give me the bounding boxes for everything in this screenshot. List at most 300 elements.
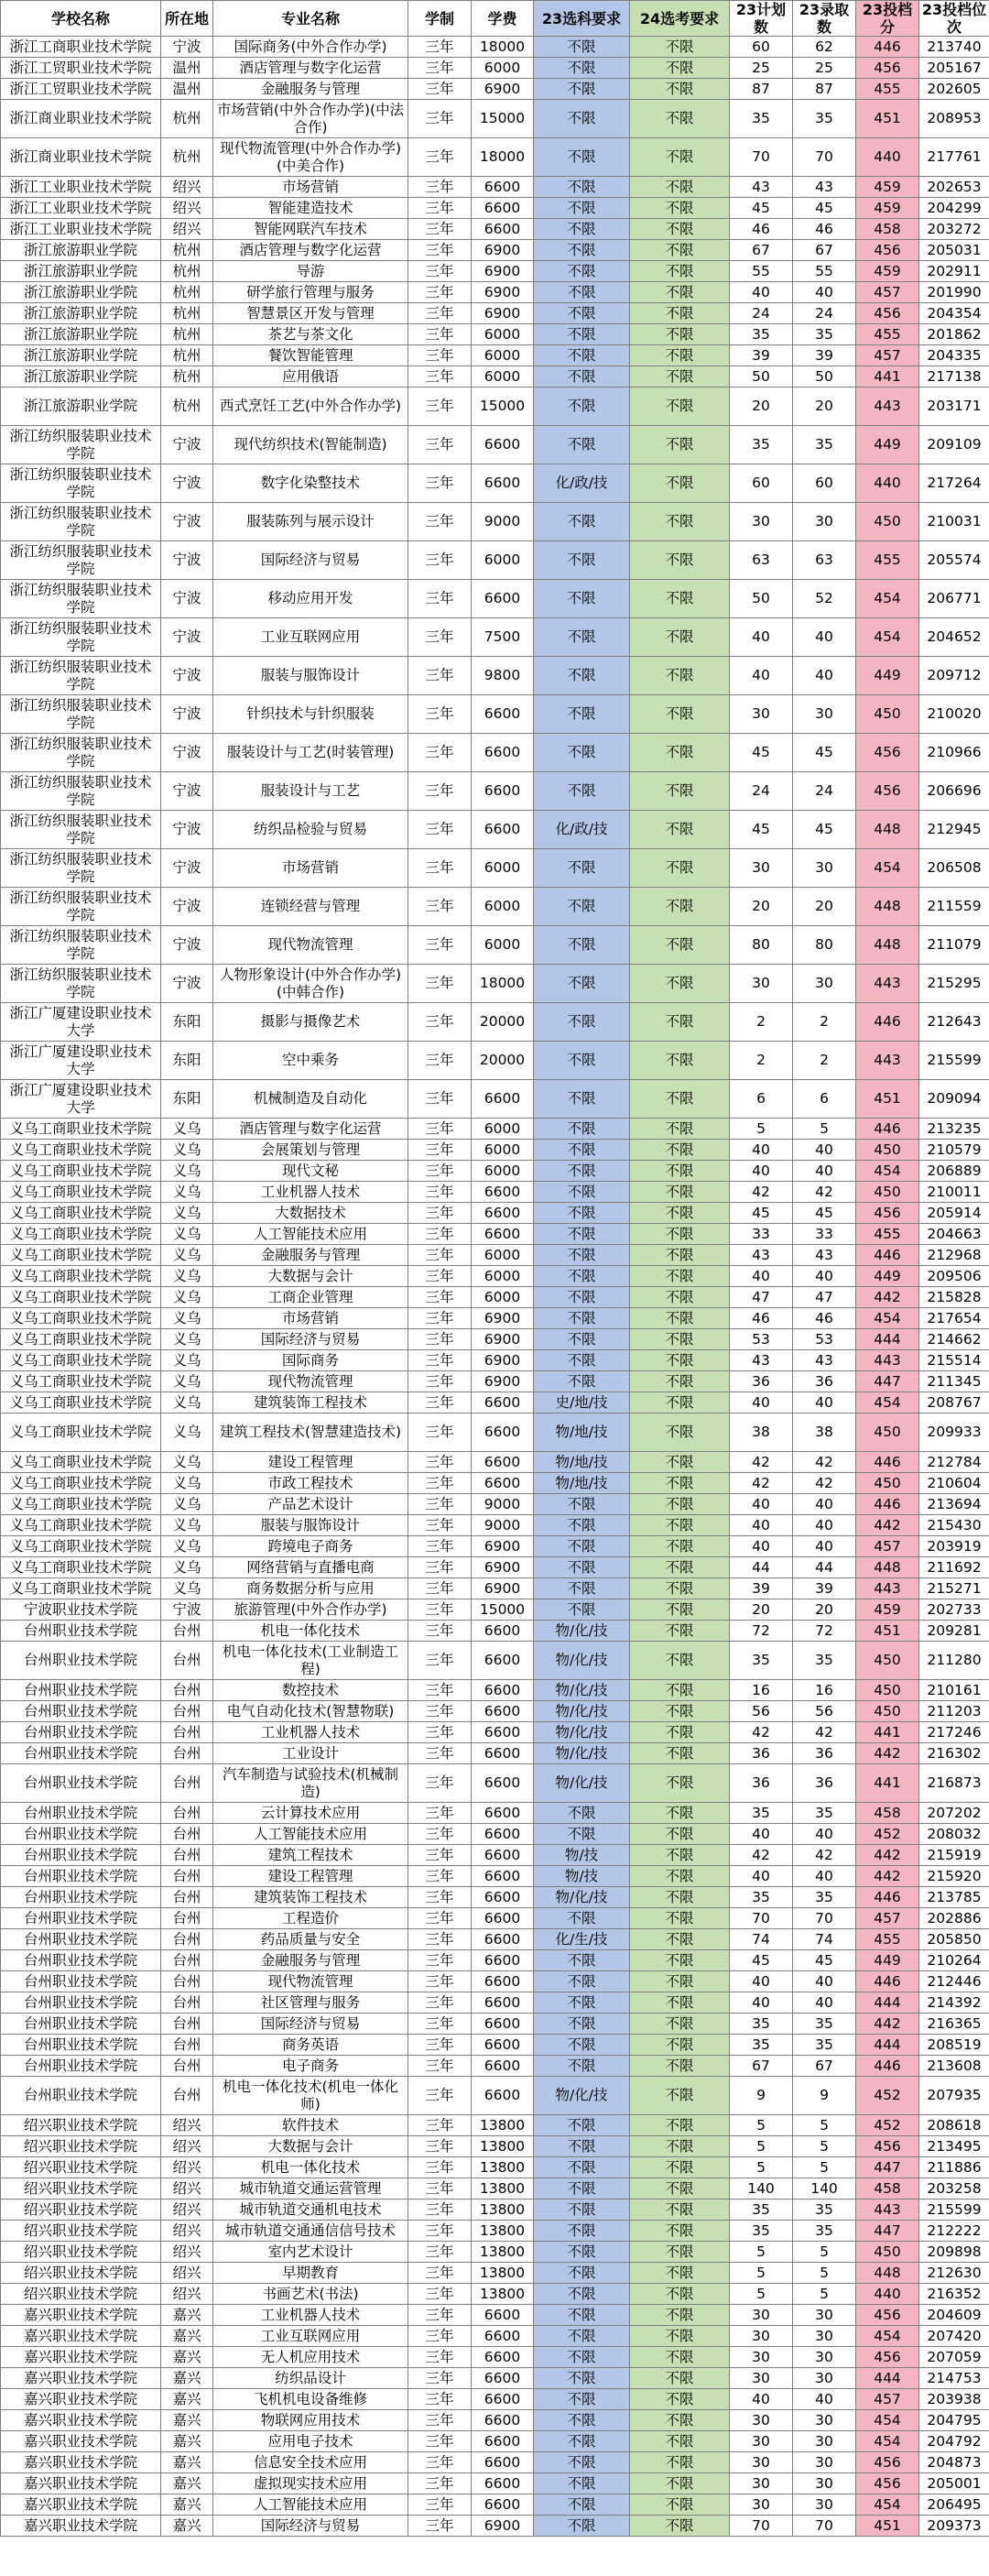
cell-plan: 72	[730, 1621, 793, 1642]
cell-score: 459	[856, 198, 919, 219]
cell-req24: 不限	[630, 1161, 730, 1182]
cell-admitted: 35	[793, 2199, 856, 2221]
cell-score: 449	[856, 426, 919, 464]
cell-admitted: 24	[793, 772, 856, 811]
cell-req24: 不限	[630, 2077, 730, 2115]
cell-req24: 不限	[630, 1536, 730, 1557]
cell-school: 义乌工商职业技术学院	[1, 1371, 161, 1392]
cell-rank: 209506	[919, 1266, 989, 1287]
cell-req23: 不限	[534, 2199, 630, 2221]
cell-req23: 史/地/技	[534, 1392, 630, 1414]
cell-req23: 不限	[534, 1350, 630, 1371]
cell-duration: 三年	[408, 1722, 472, 1743]
cell-city: 台州	[161, 1642, 213, 1680]
cell-score: 457	[856, 2389, 919, 2410]
cell-duration: 三年	[408, 1536, 472, 1557]
cell-score: 450	[856, 1414, 919, 1452]
cell-score: 454	[856, 2410, 919, 2431]
cell-req24: 不限	[630, 1887, 730, 1908]
table-row	[1, 2516, 989, 2537]
cell-duration: 三年	[408, 1971, 472, 1992]
cell-duration: 三年	[408, 138, 472, 177]
cell-score: 440	[856, 464, 919, 503]
table-row	[1, 1161, 989, 1182]
cell-major: 旅游管理(中外合作办学)	[213, 1599, 408, 1621]
cell-major: 服装设计与工艺(时装管理)	[213, 734, 408, 772]
cell-city: 杭州	[161, 345, 213, 366]
cell-score: 450	[856, 1473, 919, 1494]
cell-tuition: 6600	[472, 198, 534, 219]
cell-req23: 物/化/技	[534, 1722, 630, 1743]
cell-req23: 化/政/技	[534, 811, 630, 849]
cell-req24: 不限	[630, 1557, 730, 1578]
table-row	[1, 1578, 989, 1599]
cell-school: 台州职业技术学院	[1, 1866, 161, 1887]
table-row	[1, 1080, 989, 1119]
cell-city: 台州	[161, 1701, 213, 1722]
cell-city: 义乌	[161, 1452, 213, 1473]
cell-city: 宁波	[161, 657, 213, 695]
table-row	[1, 1414, 989, 1452]
cell-plan: 36	[730, 1743, 793, 1764]
cell-duration: 三年	[408, 1929, 472, 1950]
cell-major: 国际经济与贸易	[213, 2014, 408, 2035]
cell-plan: 5	[730, 2284, 793, 2305]
cell-admitted: 80	[793, 926, 856, 965]
cell-duration: 三年	[408, 1140, 472, 1161]
cell-duration: 三年	[408, 1414, 472, 1452]
cell-plan: 43	[730, 1350, 793, 1371]
cell-major: 摄影与摄像艺术	[213, 1003, 408, 1042]
cell-plan: 40	[730, 1866, 793, 1887]
cell-rank: 209109	[919, 426, 989, 464]
cell-major: 工业机器人技术	[213, 2305, 408, 2326]
cell-admitted: 42	[793, 1722, 856, 1743]
cell-major: 金融服务与管理	[213, 79, 408, 100]
table-row	[1, 426, 989, 464]
cell-tuition: 6600	[472, 426, 534, 464]
cell-req23: 化/政/技	[534, 464, 630, 503]
cell-school: 义乌工商职业技术学院	[1, 1161, 161, 1182]
cell-rank: 204354	[919, 303, 989, 324]
cell-school: 台州职业技术学院	[1, 2014, 161, 2035]
cell-plan: 35	[730, 1803, 793, 1824]
cell-rank: 210604	[919, 1473, 989, 1494]
cell-tuition: 6600	[472, 1845, 534, 1866]
cell-admitted: 60	[793, 464, 856, 503]
cell-city: 嘉兴	[161, 2389, 213, 2410]
cell-school: 嘉兴职业技术学院	[1, 2494, 161, 2516]
cell-school: 绍兴职业技术学院	[1, 2115, 161, 2136]
table-row	[1, 1473, 989, 1494]
cell-score: 444	[856, 1329, 919, 1350]
cell-score: 458	[856, 2178, 919, 2199]
table-row	[1, 2326, 989, 2347]
cell-school: 浙江旅游职业学院	[1, 387, 161, 426]
cell-school: 浙江纺织服装职业技术学院	[1, 580, 161, 618]
cell-req24: 不限	[630, 2157, 730, 2178]
cell-plan: 80	[730, 926, 793, 965]
cell-plan: 6	[730, 1080, 793, 1119]
cell-duration: 三年	[408, 2431, 472, 2452]
cell-score: 440	[856, 138, 919, 177]
cell-admitted: 56	[793, 1701, 856, 1722]
cell-major: 云计算技术应用	[213, 1803, 408, 1824]
cell-rank: 207935	[919, 2077, 989, 2115]
cell-tuition: 6600	[472, 580, 534, 618]
cell-city: 宁波	[161, 464, 213, 503]
table-row	[1, 37, 989, 58]
cell-admitted: 40	[793, 282, 856, 303]
cell-rank: 206771	[919, 580, 989, 618]
cell-major: 建设工程管理	[213, 1866, 408, 1887]
cell-city: 义乌	[161, 1414, 213, 1452]
cell-req24: 不限	[630, 2305, 730, 2326]
cell-req23: 不限	[534, 1119, 630, 1140]
cell-school: 浙江工商职业技术学院	[1, 37, 161, 58]
cell-rank: 213785	[919, 1887, 989, 1908]
cell-city: 宁波	[161, 965, 213, 1003]
cell-major: 现代物流管理	[213, 1371, 408, 1392]
table-row	[1, 734, 989, 772]
cell-city: 台州	[161, 1722, 213, 1743]
cell-req24: 不限	[630, 541, 730, 580]
cell-admitted: 40	[793, 1536, 856, 1557]
cell-tuition: 6600	[472, 1203, 534, 1224]
table-row	[1, 1701, 989, 1722]
cell-req23: 不限	[534, 426, 630, 464]
cell-duration: 三年	[408, 2178, 472, 2199]
cell-city: 宁波	[161, 503, 213, 541]
cell-admitted: 43	[793, 1350, 856, 1371]
cell-tuition: 6000	[472, 1161, 534, 1182]
cell-school: 嘉兴职业技术学院	[1, 2389, 161, 2410]
cell-rank: 211203	[919, 1701, 989, 1722]
cell-major: 早期教育	[213, 2263, 408, 2284]
cell-score: 452	[856, 2077, 919, 2115]
cell-plan: 53	[730, 1329, 793, 1350]
cell-admitted: 20	[793, 888, 856, 926]
cell-major: 研学旅行管理与服务	[213, 282, 408, 303]
cell-admitted: 40	[793, 1161, 856, 1182]
cell-req23: 不限	[534, 1042, 630, 1080]
cell-score: 444	[856, 2368, 919, 2389]
cell-req23: 不限	[534, 1245, 630, 1266]
cell-score: 450	[856, 1701, 919, 1722]
cell-rank: 206889	[919, 1161, 989, 1182]
cell-req24: 不限	[630, 2452, 730, 2473]
cell-school: 嘉兴职业技术学院	[1, 2473, 161, 2494]
table-row	[1, 1950, 989, 1971]
cell-school: 绍兴职业技术学院	[1, 2263, 161, 2284]
cell-admitted: 50	[793, 366, 856, 387]
cell-plan: 44	[730, 1557, 793, 1578]
cell-rank: 203938	[919, 2389, 989, 2410]
cell-admitted: 38	[793, 1414, 856, 1452]
cell-school: 台州职业技术学院	[1, 1764, 161, 1803]
cell-school: 浙江旅游职业学院	[1, 261, 161, 282]
cell-rank: 204609	[919, 2305, 989, 2326]
cell-duration: 三年	[408, 503, 472, 541]
cell-major: 国际商务	[213, 1350, 408, 1371]
cell-city: 杭州	[161, 240, 213, 261]
cell-req23: 不限	[534, 219, 630, 240]
cell-score: 443	[856, 1042, 919, 1080]
cell-school: 义乌工商职业技术学院	[1, 1308, 161, 1329]
cell-major: 药品质量与安全	[213, 1929, 408, 1950]
cell-duration: 三年	[408, 618, 472, 657]
cell-score: 452	[856, 2115, 919, 2136]
cell-major: 汽车制造与试验技术(机械制造)	[213, 1764, 408, 1803]
cell-major: 茶艺与茶文化	[213, 324, 408, 345]
cell-tuition: 6900	[472, 1308, 534, 1329]
cell-tuition: 6600	[472, 1908, 534, 1929]
cell-score: 454	[856, 2326, 919, 2347]
cell-tuition: 6600	[472, 1392, 534, 1414]
cell-city: 台州	[161, 2014, 213, 2035]
cell-score: 451	[856, 2516, 919, 2537]
cell-duration: 三年	[408, 1287, 472, 1308]
cell-plan: 9	[730, 2077, 793, 2115]
cell-req23: 物/化/技	[534, 1701, 630, 1722]
cell-req23: 不限	[534, 1557, 630, 1578]
cell-school: 义乌工商职业技术学院	[1, 1119, 161, 1140]
cell-major: 服装与服饰设计	[213, 657, 408, 695]
cell-admitted: 5	[793, 2284, 856, 2305]
cell-req24: 不限	[630, 1743, 730, 1764]
cell-city: 宁波	[161, 811, 213, 849]
cell-major: 工业设计	[213, 1743, 408, 1764]
cell-city: 义乌	[161, 1245, 213, 1266]
cell-city: 台州	[161, 1621, 213, 1642]
table-row	[1, 1992, 989, 2014]
cell-admitted: 2	[793, 1003, 856, 1042]
cell-req24: 不限	[630, 1473, 730, 1494]
cell-req24: 不限	[630, 1803, 730, 1824]
table-row	[1, 1003, 989, 1042]
cell-major: 现代物流管理(中外合作办学)(中美合作)	[213, 138, 408, 177]
cell-rank: 213740	[919, 37, 989, 58]
cell-major: 数控技术	[213, 1680, 408, 1701]
cell-score: 450	[856, 1182, 919, 1203]
cell-req23: 不限	[534, 1080, 630, 1119]
cell-major: 机电一体化技术(机电一体化师)	[213, 2077, 408, 2115]
cell-plan: 40	[730, 1392, 793, 1414]
cell-major: 服装陈列与展示设计	[213, 503, 408, 541]
cell-city: 台州	[161, 1887, 213, 1908]
cell-req23: 不限	[534, 1140, 630, 1161]
cell-admitted: 20	[793, 1599, 856, 1621]
cell-score: 450	[856, 1642, 919, 1680]
cell-rank: 215514	[919, 1350, 989, 1371]
cell-tuition: 13800	[472, 2199, 534, 2221]
cell-school: 台州职业技术学院	[1, 1722, 161, 1743]
cell-plan: 63	[730, 541, 793, 580]
cell-school: 嘉兴职业技术学院	[1, 2516, 161, 2537]
table-row	[1, 177, 989, 198]
cell-rank: 212968	[919, 1245, 989, 1266]
cell-rank: 215599	[919, 1042, 989, 1080]
cell-tuition: 13800	[472, 2115, 534, 2136]
cell-plan: 45	[730, 811, 793, 849]
cell-req24: 不限	[630, 657, 730, 695]
cell-duration: 三年	[408, 426, 472, 464]
cell-rank: 204795	[919, 2410, 989, 2431]
table-row	[1, 79, 989, 100]
cell-major: 软件技术	[213, 2115, 408, 2136]
cell-school: 义乌工商职业技术学院	[1, 1392, 161, 1414]
cell-duration: 三年	[408, 1452, 472, 1473]
cell-major: 人工智能技术应用	[213, 1824, 408, 1845]
cell-duration: 三年	[408, 2516, 472, 2537]
cell-req23: 不限	[534, 1578, 630, 1599]
cell-major: 建筑装饰工程技术	[213, 1887, 408, 1908]
cell-major: 产品艺术设计	[213, 1494, 408, 1515]
cell-city: 宁波	[161, 580, 213, 618]
table-row	[1, 198, 989, 219]
cell-admitted: 63	[793, 541, 856, 580]
cell-score: 454	[856, 849, 919, 888]
cell-plan: 20	[730, 888, 793, 926]
cell-city: 绍兴	[161, 2221, 213, 2242]
cell-school: 浙江纺织服装职业技术学院	[1, 618, 161, 657]
cell-duration: 三年	[408, 1371, 472, 1392]
cell-duration: 三年	[408, 366, 472, 387]
cell-major: 智能网联汽车技术	[213, 219, 408, 240]
cell-admitted: 35	[793, 2221, 856, 2242]
cell-city: 宁波	[161, 849, 213, 888]
cell-major: 酒店管理与数字化运营	[213, 1119, 408, 1140]
cell-score: 441	[856, 366, 919, 387]
cell-school: 台州职业技术学院	[1, 1621, 161, 1642]
cell-tuition: 7500	[472, 618, 534, 657]
cell-city: 绍兴	[161, 177, 213, 198]
cell-plan: 40	[730, 1140, 793, 1161]
cell-rank: 204663	[919, 1224, 989, 1245]
cell-tuition: 6900	[472, 1329, 534, 1350]
cell-school: 嘉兴职业技术学院	[1, 2431, 161, 2452]
table-row	[1, 1764, 989, 1803]
table-row	[1, 1042, 989, 1080]
cell-tuition: 6600	[472, 1929, 534, 1950]
cell-rank: 207202	[919, 1803, 989, 1824]
cell-rank: 213235	[919, 1119, 989, 1140]
cell-req23: 不限	[534, 2516, 630, 2537]
cell-school: 义乌工商职业技术学院	[1, 1494, 161, 1515]
cell-rank: 208618	[919, 2115, 989, 2136]
cell-score: 443	[856, 1350, 919, 1371]
cell-admitted: 87	[793, 79, 856, 100]
table-row	[1, 2077, 989, 2115]
cell-score: 456	[856, 2347, 919, 2368]
cell-duration: 三年	[408, 303, 472, 324]
cell-major: 机电一体化技术(工业制造工程)	[213, 1642, 408, 1680]
cell-duration: 三年	[408, 1119, 472, 1140]
table-row	[1, 1329, 989, 1350]
cell-school: 台州职业技术学院	[1, 2077, 161, 2115]
cell-score: 454	[856, 580, 919, 618]
cell-rank: 213694	[919, 1494, 989, 1515]
cell-rank: 215828	[919, 1287, 989, 1308]
cell-plan: 42	[730, 1722, 793, 1743]
cell-duration: 三年	[408, 2494, 472, 2516]
cell-city: 杭州	[161, 138, 213, 177]
cell-req23: 不限	[534, 2157, 630, 2178]
cell-score: 449	[856, 657, 919, 695]
cell-school: 浙江纺织服装职业技术学院	[1, 849, 161, 888]
cell-rank: 211280	[919, 1642, 989, 1680]
cell-city: 绍兴	[161, 2115, 213, 2136]
cell-rank: 215599	[919, 2199, 989, 2221]
cell-admitted: 35	[793, 426, 856, 464]
cell-duration: 三年	[408, 1350, 472, 1371]
cell-city: 杭州	[161, 366, 213, 387]
cell-score: 456	[856, 2473, 919, 2494]
cell-duration: 三年	[408, 1701, 472, 1722]
cell-rank: 206508	[919, 849, 989, 888]
cell-school: 台州职业技术学院	[1, 1929, 161, 1950]
cell-major: 市场营销	[213, 177, 408, 198]
table-row	[1, 1515, 989, 1536]
cell-major: 人物形象设计(中外合作办学)(中韩合作)	[213, 965, 408, 1003]
cell-duration: 三年	[408, 1494, 472, 1515]
cell-req23: 不限	[534, 2410, 630, 2431]
cell-plan: 33	[730, 1224, 793, 1245]
cell-major: 无人机应用技术	[213, 2347, 408, 2368]
cell-score: 446	[856, 1245, 919, 1266]
cell-admitted: 70	[793, 2516, 856, 2537]
cell-rank: 207059	[919, 2347, 989, 2368]
cell-city: 义乌	[161, 1140, 213, 1161]
table-row	[1, 2115, 989, 2136]
cell-tuition: 6600	[472, 2056, 534, 2077]
cell-city: 台州	[161, 1929, 213, 1950]
cell-req24: 不限	[630, 324, 730, 345]
cell-req24: 不限	[630, 1371, 730, 1392]
cell-city: 绍兴	[161, 2199, 213, 2221]
cell-rank: 217654	[919, 1308, 989, 1329]
cell-school: 浙江纺织服装职业技术学院	[1, 811, 161, 849]
cell-rank: 208953	[919, 100, 989, 138]
cell-admitted: 47	[793, 1287, 856, 1308]
cell-major: 大数据与会计	[213, 2136, 408, 2157]
table-row	[1, 2305, 989, 2326]
cell-plan: 30	[730, 503, 793, 541]
cell-req24: 不限	[630, 849, 730, 888]
cell-duration: 三年	[408, 1161, 472, 1182]
cell-duration: 三年	[408, 888, 472, 926]
header-school: 学校名称	[1, 1, 161, 37]
cell-duration: 三年	[408, 2115, 472, 2136]
cell-req24: 不限	[630, 2242, 730, 2263]
cell-duration: 三年	[408, 324, 472, 345]
cell-plan: 42	[730, 1473, 793, 1494]
cell-city: 绍兴	[161, 219, 213, 240]
cell-score: 457	[856, 345, 919, 366]
cell-req24: 不限	[630, 37, 730, 58]
table-row	[1, 2199, 989, 2221]
cell-score: 441	[856, 1764, 919, 1803]
cell-score: 455	[856, 541, 919, 580]
cell-tuition: 9800	[472, 657, 534, 695]
cell-duration: 三年	[408, 965, 472, 1003]
cell-tuition: 6600	[472, 1680, 534, 1701]
cell-major: 应用俄语	[213, 366, 408, 387]
cell-rank: 211886	[919, 2157, 989, 2178]
cell-tuition: 6600	[472, 1992, 534, 2014]
cell-admitted: 55	[793, 261, 856, 282]
cell-req24: 不限	[630, 303, 730, 324]
